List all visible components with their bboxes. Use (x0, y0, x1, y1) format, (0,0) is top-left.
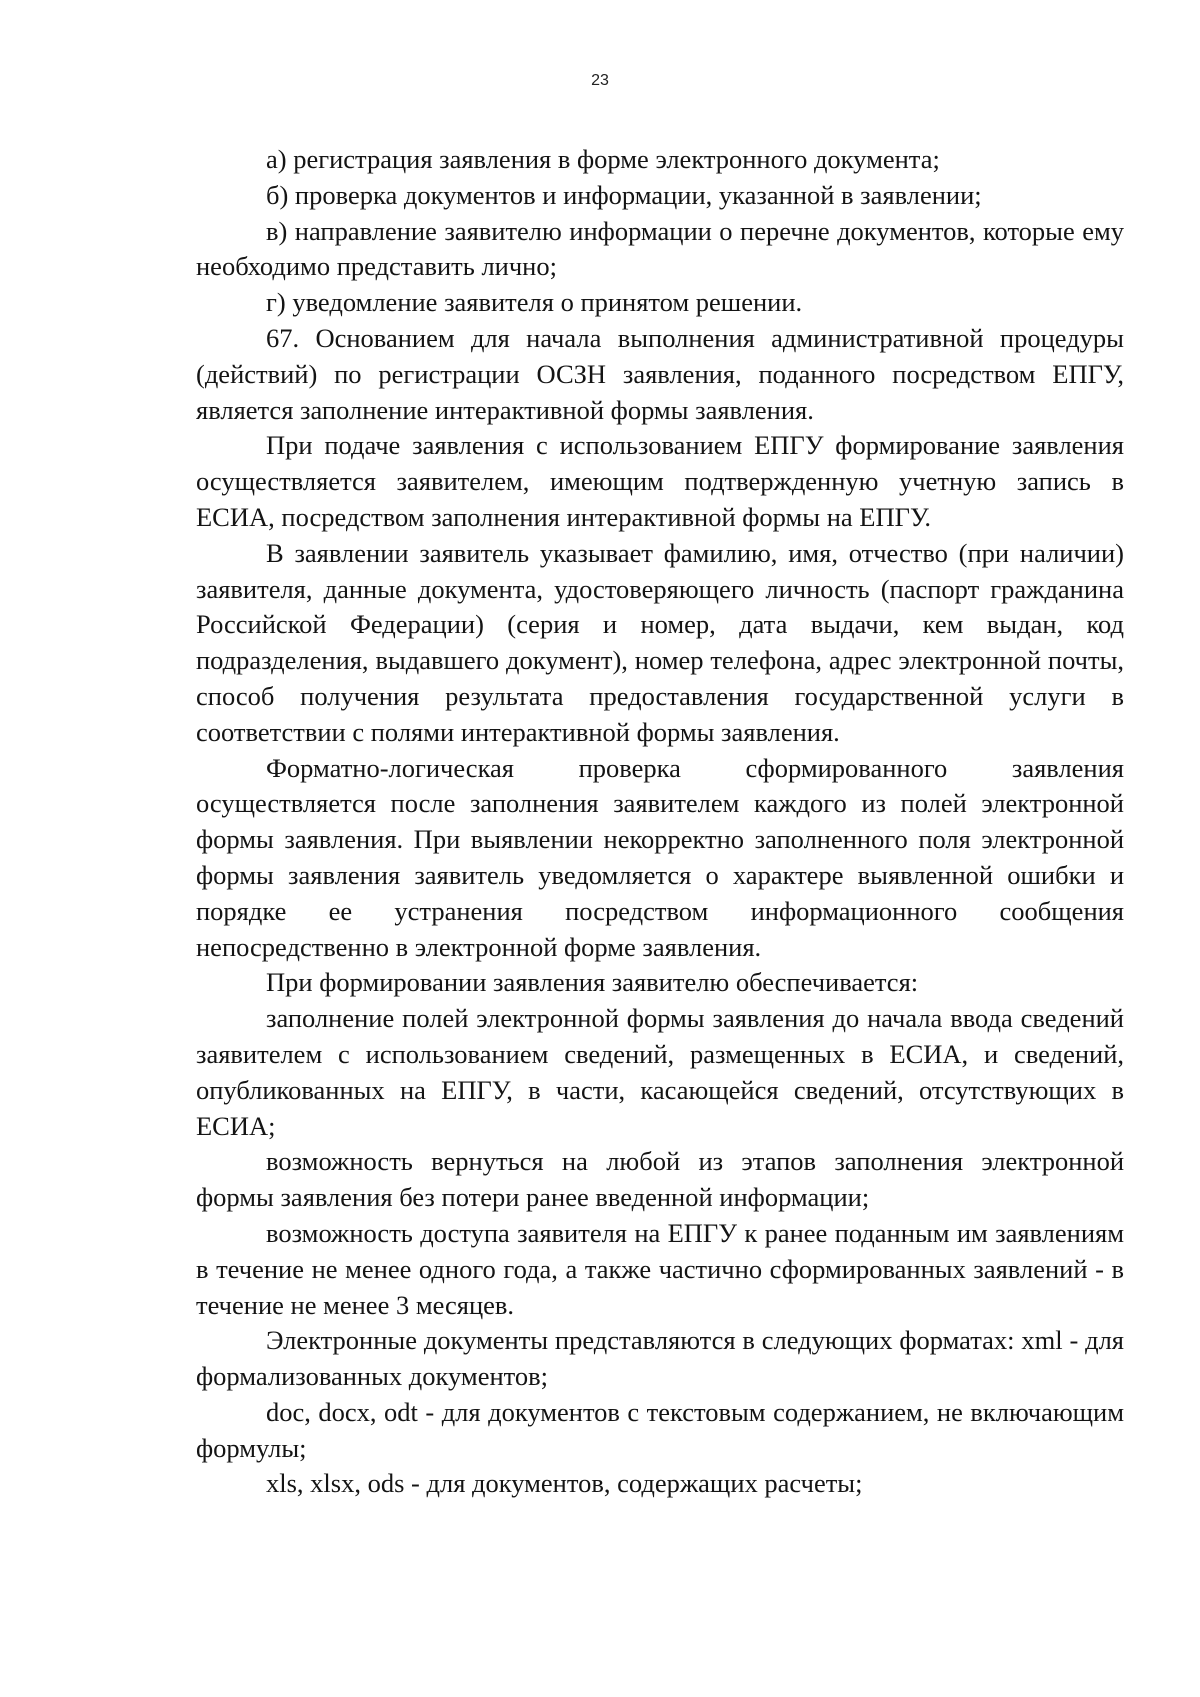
paragraph-prefill: заполнение полей электронной формы заявления до начала ввода сведений заявителем с использованием сведений, размещенных в ЕСИА, и сведений, опубликованных на ЕПГУ, в части, касающейся сведений, отсутствующих в ЕСИА; (196, 1003, 1124, 1141)
paragraph-item-a: а) регистрация заявления в форме электронного документа; (266, 144, 940, 174)
paragraph-access-history: возможность доступа заявителя на ЕПГУ к ранее поданным им заявлениям в течение не менее одного года, а также частично сформированных заявлений - в течение не менее 3 месяцев. (196, 1217, 1124, 1320)
paragraph-applicant-data: В заявлении заявитель указывает фамилию, имя, отчество (при наличии) заявителя, данные документа, удостоверяющего личность (паспорт гражданина Российской Федерации) (серия и номер, дата выдачи, кем выдан, код подразделения, выдавшего документ), номер телефона, адрес электронной почты, способ получения результата предоставления государственной услуги в соответствии с полями интерактивной формы заявления. (196, 537, 1124, 747)
paragraph-clause-67: 67. Основанием для начала выполнения административной процедуры (действий) по регистрации ОСЗН заявления, поданного посредством ЕПГУ, является заполнение интерактивной формы заявления. (196, 322, 1124, 425)
page-number: 23 (591, 72, 609, 89)
paragraph-item-b: б) проверка документов и информации, указанной в заявлении; (266, 179, 982, 210)
paragraph-item-v: в) направление заявителю информации о перечне документов, которые ему необходимо представить лично; (196, 215, 1124, 282)
paragraph-formats-doc: doc, docx, odt - для документов с текстовым содержанием, не включающим формулы; (196, 1396, 1124, 1463)
paragraph-formats-xml: Электронные документы представляются в следующих форматах: xml - для формализованных документов; (196, 1325, 1124, 1392)
paragraph-submission: При подаче заявления с использованием ЕПГУ формирование заявления осуществляется заявителем, имеющим подтвержденную учетную запись в ЕСИА, посредством заполнения интерактивной формы на ЕПГУ. (196, 430, 1124, 532)
paragraph-item-g: г) уведомление заявителя о принятом решении. (266, 287, 803, 318)
paragraph-formats-xls: xls, xlsx, ods - для документов, содержащих расчеты; (266, 1468, 863, 1499)
paragraph-provisions-intro: При формировании заявления заявителю обеспечивается: (266, 967, 919, 998)
paragraph-format-check: Форматно-логическая проверка сформированного заявления осуществляется после заполнения заявителем каждого из полей электронной формы заявления. При выявлении некорректно заполненного поля электронной формы заявления заявитель уведомляется о характере выявленной ошибки и порядке ее устранения посредством информационного сообщения непосредственно в электронной форме заявления. (196, 752, 1124, 962)
paragraph-return-step: возможность вернуться на любой из этапов заполнения электронной формы заявления без потери ранее введенной информации; (196, 1146, 1124, 1213)
document-body (196, 142, 1124, 1502)
